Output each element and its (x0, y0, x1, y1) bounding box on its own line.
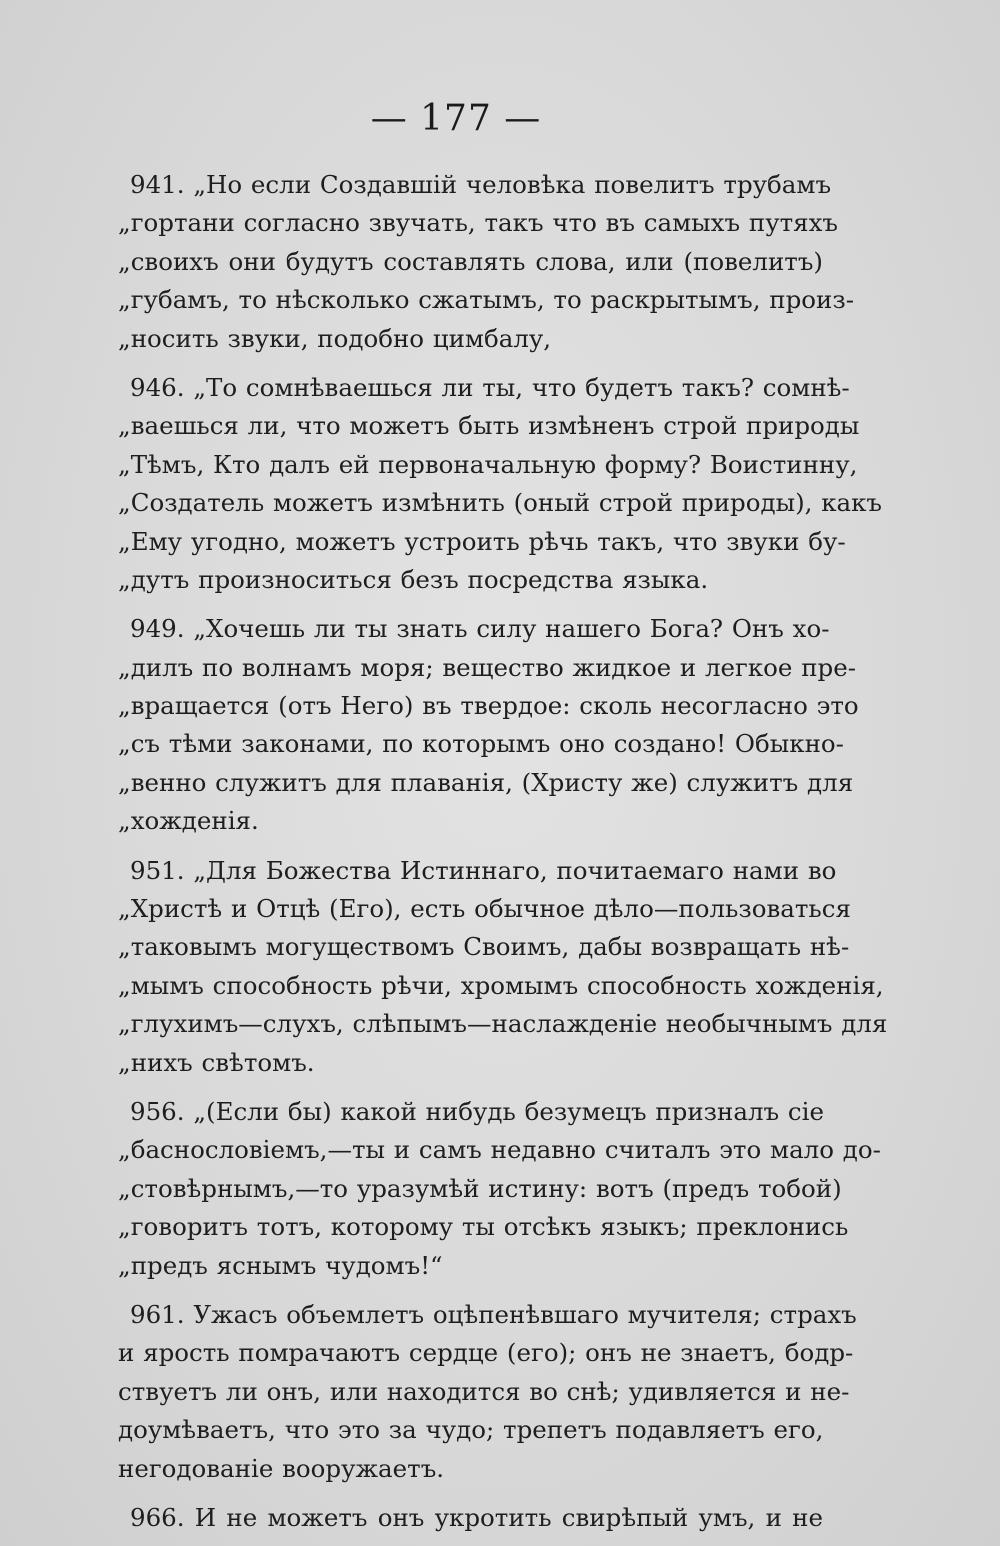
text-line: „стовѣрнымъ,—то уразумѣй истину: вотъ (предъ тобой) (118, 1173, 842, 1203)
text-line: 941. „Но если Создавшій человѣка повелитъ трубамъ (130, 170, 832, 199)
text-line: „ваешься ли, что можетъ быть измѣненъ строй природы (118, 411, 860, 441)
text-line: „мымъ способность рѣчи, хромымъ способность хожденія, (118, 970, 884, 1000)
text-line: 966. И не можетъ онъ укротить свирѣпый умъ, и не (130, 1502, 823, 1532)
text-line: „носить звуки, подобно цимбалу, (118, 323, 552, 353)
paragraph-961 (118, 1296, 857, 1488)
text-block (118, 166, 888, 1546)
text-line: 949. „Хочешь ли ты знать силу нашего Бога? Онъ хо- (130, 614, 830, 644)
text-line: „Ему угодно, можетъ устроить рѣчь такъ, что звуки бу- (118, 526, 846, 556)
text-line: „дилъ по волнамъ моря; вещество жидкое и легкое пре- (118, 652, 857, 682)
paragraph-956 (118, 1093, 881, 1285)
text-line: „таковымъ могуществомъ Своимъ, дабы возвращать нѣ- (118, 932, 850, 962)
page-number: — 177 — (370, 98, 542, 139)
text-line: „нихъ свѣтомъ. (118, 1047, 315, 1077)
text-line: „Христѣ и Отцѣ (Его), есть обычное дѣло—пользоваться (118, 894, 851, 924)
paragraph-951 (118, 852, 888, 1082)
text-line: „предъ яснымъ чудомъ!“ (118, 1250, 443, 1280)
paragraph-941 (118, 166, 854, 358)
text-line: доумѣваетъ, что это за чудо; трепетъ подавляетъ его, (118, 1415, 824, 1445)
text-line: „хожденія. (118, 806, 259, 836)
text-line: 961. Ужасъ объемлетъ оцѣпенѣвшаго мучителя; страхъ (130, 1299, 857, 1329)
text-line: „глухимъ—слухъ, слѣпымъ—наслажденіе необычнымъ для (118, 1009, 888, 1039)
text-line: „Тѣмъ, Кто далъ ей первоначальную форму? Воистинну, (118, 449, 858, 479)
text-line: „своихъ они будутъ составлять слова, или (повелитъ) (118, 246, 823, 276)
paragraph-949 (118, 610, 859, 840)
paragraph-966 (118, 1499, 823, 1537)
text-line: „говоритъ тотъ, которому ты отсѣкъ языкъ; преклонись (118, 1212, 849, 1242)
text-line: „вращается (отъ Него) въ твердое: сколь несогласно это (118, 691, 859, 721)
text-line: „гортани согласно звучать, такъ что въ самыхъ путяхъ (118, 208, 839, 238)
text-line: „губамъ, то нѣсколько сжатымъ, то раскрытымъ, произ- (118, 285, 854, 315)
paragraph-946 (118, 369, 883, 599)
text-line: ствуетъ ли онъ, или находится во снѣ; удивляется и не- (118, 1376, 850, 1406)
text-line: „венно служитъ для плаванія, (Христу же) служитъ для (118, 767, 854, 797)
text-line: и ярость помрачаютъ сердце (его); онъ не знаетъ, бодр- (118, 1338, 854, 1368)
text-line: „баснословіемъ,—ты и самъ недавно считалъ это мало до- (118, 1135, 881, 1165)
text-line: „съ тѣми законами, по которымъ оно создано! Обыкно- (118, 729, 844, 759)
text-line: „Создатель можетъ измѣнить (оный строй природы), какъ (118, 488, 883, 518)
text-line: 951. „Для Божества Истиннаго, почитаемаго нами во (130, 855, 837, 885)
text-line: 956. „(Если бы) какой нибудь безумецъ призналъ сіе (130, 1096, 824, 1126)
text-line: „дутъ произноситься безъ посредства языка. (118, 564, 709, 594)
text-line: 946. „То сомнѣваешься ли ты, что будетъ такъ? сомнѣ- (130, 372, 850, 402)
text-line: негодованіе вооружаетъ. (118, 1453, 445, 1483)
